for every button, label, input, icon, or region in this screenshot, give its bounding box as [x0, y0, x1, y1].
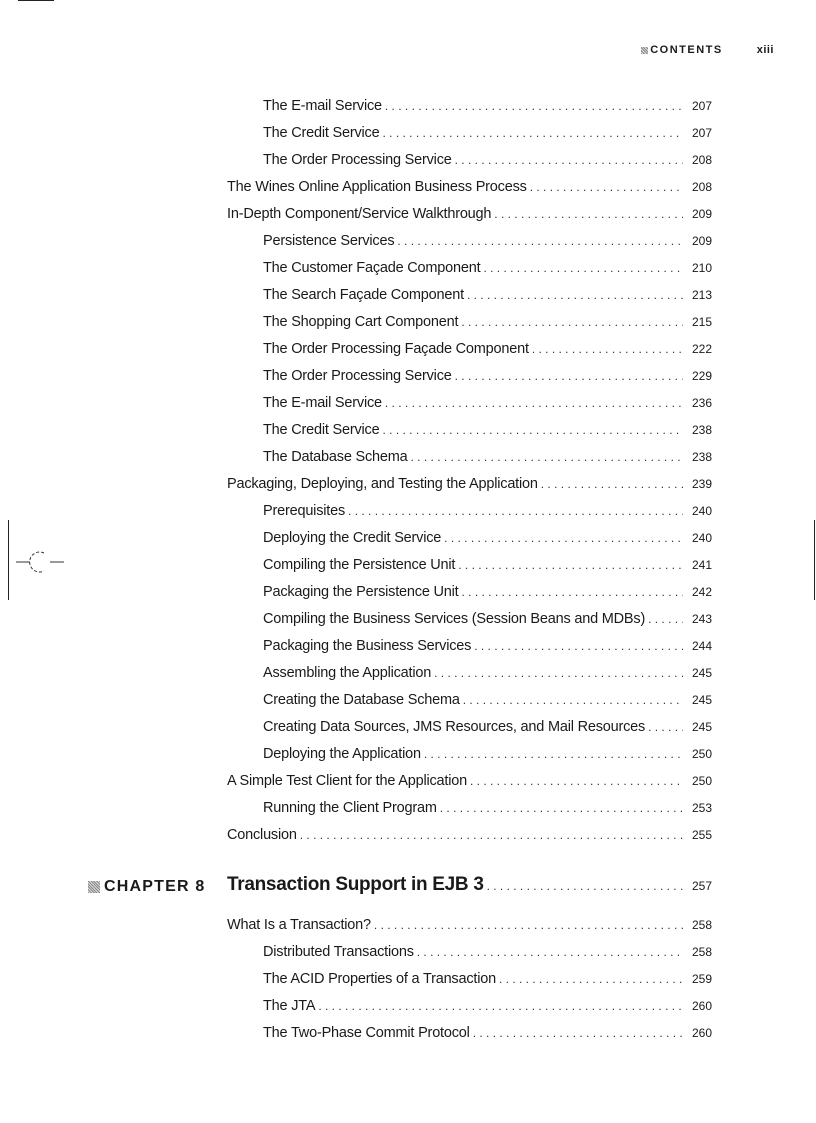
dot-leader	[474, 639, 683, 653]
toc-entry-title: Assembling the Application	[263, 665, 432, 681]
toc-entry-title: The Order Processing Service	[263, 152, 452, 168]
dot-leader	[530, 180, 683, 194]
dot-leader	[463, 693, 683, 707]
toc-entry-page: 245	[691, 693, 712, 707]
toc-entry-title: Creating Data Sources, JMS Resources, and Mail Resources	[263, 719, 646, 735]
toc-entry[interactable]	[263, 368, 712, 388]
toc-entry-page: 236	[691, 396, 712, 410]
toc-entry-title: The Two-Phase Commit Protocol	[263, 1025, 470, 1041]
dot-leader	[462, 585, 684, 599]
toc-entry-title: Deploying the Application	[263, 746, 421, 762]
toc-entry-title: Persistence Services	[263, 233, 395, 249]
shaded-box-icon	[88, 881, 100, 893]
chapter-page-number: 257	[691, 879, 712, 893]
toc-entry[interactable]	[263, 692, 712, 712]
toc-entry-page: 245	[691, 666, 712, 680]
toc-entry[interactable]	[263, 611, 712, 631]
crop-mark-right	[814, 520, 815, 600]
toc-entry-title: The Wines Online Application Business Process	[227, 179, 527, 195]
dot-leader	[487, 879, 683, 893]
dot-leader	[532, 342, 683, 356]
toc-entry-page: 260	[691, 999, 712, 1013]
toc-entry-title: In-Depth Component/Service Walkthrough	[227, 206, 492, 222]
toc-entry-title: A Simple Test Client for the Application	[227, 773, 467, 789]
toc-entry-page: 240	[691, 531, 712, 545]
dot-leader	[411, 450, 683, 464]
toc-entry[interactable]	[263, 584, 712, 604]
toc-entry-title: The Credit Service	[263, 125, 380, 141]
toc-entry[interactable]	[263, 998, 712, 1018]
toc-entry-page: 238	[691, 423, 712, 437]
dot-leader	[499, 972, 683, 986]
toc-entry-page: 229	[691, 369, 712, 383]
dot-leader	[461, 315, 683, 329]
toc-entry-title: The Database Schema	[263, 449, 408, 465]
toc-entry-title: The ACID Properties of a Transaction	[263, 971, 496, 987]
toc-entry[interactable]	[263, 746, 712, 766]
toc-entry[interactable]	[263, 971, 712, 991]
header-page-number: xiii	[756, 44, 774, 56]
dot-leader	[444, 531, 683, 545]
dot-leader	[424, 747, 683, 761]
toc-entry[interactable]	[263, 944, 712, 964]
dot-leader	[470, 774, 683, 788]
toc-entry-title: Deploying the Credit Service	[263, 530, 442, 546]
toc-entry-page: 241	[691, 558, 712, 572]
toc-entry[interactable]	[263, 800, 712, 820]
toc-entry[interactable]	[263, 287, 712, 307]
toc-entry-page: 244	[691, 639, 712, 653]
toc-entry-title: Compiling the Business Services (Session Beans and MDBs)	[263, 611, 646, 627]
toc-entry-title: Packaging the Persistence Unit	[263, 584, 459, 600]
toc-entry-title: The Search Façade Component	[263, 287, 464, 303]
toc-entry[interactable]	[263, 314, 712, 334]
toc-entry-title: The Customer Façade Component	[263, 260, 481, 276]
toc-entry-page: 209	[691, 207, 712, 221]
toc-entry-page: 253	[691, 801, 712, 815]
toc-entry[interactable]	[263, 665, 712, 685]
running-header	[641, 44, 774, 56]
toc-entry[interactable]	[263, 638, 712, 658]
dot-leader	[385, 396, 683, 410]
dot-leader	[648, 720, 683, 734]
toc-entry[interactable]	[263, 152, 712, 172]
toc-entry-page: 260	[691, 1026, 712, 1040]
header-section-title: CONTENTS	[650, 44, 723, 56]
toc-entry[interactable]	[227, 773, 712, 793]
toc-entry-page: 250	[691, 774, 712, 788]
toc-entry-page: 215	[691, 315, 712, 329]
toc-entry[interactable]	[263, 503, 712, 523]
dot-leader	[417, 945, 683, 959]
dot-leader	[300, 828, 683, 842]
toc-entry-page: 207	[691, 99, 712, 113]
dot-leader	[483, 261, 683, 275]
toc-entry-title: The Shopping Cart Component	[263, 314, 459, 330]
toc-entry[interactable]	[263, 395, 712, 415]
toc-entry[interactable]	[227, 917, 712, 937]
toc-entry-title: Packaging, Deploying, and Testing the Application	[227, 476, 538, 492]
toc-entry[interactable]	[263, 260, 712, 280]
dot-leader	[382, 126, 683, 140]
toc-entry-page: 213	[691, 288, 712, 302]
toc-entry-page: 222	[691, 342, 712, 356]
chapter-label	[88, 878, 205, 896]
toc-entry[interactable]	[263, 719, 712, 739]
chapter-title: Transaction Support in EJB 3	[227, 874, 484, 895]
toc-entry-page: 208	[691, 153, 712, 167]
toc-entry[interactable]	[263, 341, 712, 361]
dot-leader	[434, 666, 683, 680]
dot-leader	[458, 558, 683, 572]
toc-entry-title: Running the Client Program	[263, 800, 437, 816]
toc-entry-page: 207	[691, 126, 712, 140]
dot-leader	[473, 1026, 683, 1040]
toc-entry-page: 258	[691, 945, 712, 959]
toc-entry-page: 240	[691, 504, 712, 518]
toc-entry-page: 208	[691, 180, 712, 194]
chapter-entry[interactable]	[227, 874, 712, 894]
toc-entry-title: The E-mail Service	[263, 98, 382, 114]
toc-entry-title: The JTA	[263, 998, 316, 1014]
dot-leader	[494, 207, 683, 221]
toc-entry-page: 238	[691, 450, 712, 464]
toc-entry-title: Conclusion	[227, 827, 297, 843]
toc-entry[interactable]	[263, 449, 712, 469]
dot-leader	[648, 612, 683, 626]
dot-leader	[374, 918, 683, 932]
dot-leader	[382, 423, 683, 437]
toc-entry-title: Compiling the Persistence Unit	[263, 557, 456, 573]
crop-mark-top	[18, 0, 54, 1]
chapter-number: CHAPTER 8	[104, 878, 206, 895]
shaded-box-icon	[641, 47, 648, 54]
toc-entry-title: Distributed Transactions	[263, 944, 414, 960]
crop-mark-left	[8, 520, 9, 600]
toc-entry-page: 245	[691, 720, 712, 734]
dot-leader	[541, 477, 683, 491]
toc-entry-page: 209	[691, 234, 712, 248]
toc-entry-page: 242	[691, 585, 712, 599]
toc-entry[interactable]	[263, 530, 712, 550]
toc-entry-page: 239	[691, 477, 712, 491]
toc-entry-page: 259	[691, 972, 712, 986]
dot-leader	[455, 153, 683, 167]
toc-entry-page: 255	[691, 828, 712, 842]
toc-entry-title: The Credit Service	[263, 422, 380, 438]
toc-entry[interactable]	[263, 557, 712, 577]
toc-entry-page: 250	[691, 747, 712, 761]
dot-leader	[467, 288, 683, 302]
toc-entry-page: 258	[691, 918, 712, 932]
toc-entry[interactable]	[263, 422, 712, 442]
toc-entry[interactable]	[263, 233, 712, 253]
dot-leader	[318, 999, 683, 1013]
toc-entry-title: Packaging the Business Services	[263, 638, 472, 654]
toc-entry-title: Creating the Database Schema	[263, 692, 460, 708]
toc-entry[interactable]	[263, 1025, 712, 1045]
toc-entry[interactable]	[227, 206, 712, 226]
dot-leader	[397, 234, 683, 248]
registration-mark-icon	[16, 548, 64, 576]
toc-entry[interactable]	[227, 827, 712, 847]
toc-entry[interactable]	[263, 98, 712, 118]
toc-entry[interactable]	[227, 179, 712, 199]
toc-entry-page: 210	[691, 261, 712, 275]
dot-leader	[385, 99, 683, 113]
dot-leader	[440, 801, 683, 815]
toc-entry-title: Prerequisites	[263, 503, 346, 519]
toc-entry-title: The Order Processing Service	[263, 368, 452, 384]
toc-entry-title: The E-mail Service	[263, 395, 382, 411]
toc-entry-page: 243	[691, 612, 712, 626]
dot-leader	[348, 504, 683, 518]
toc-entry-title: The Order Processing Façade Component	[263, 341, 529, 357]
toc-entry[interactable]	[263, 125, 712, 145]
toc-entry-title: What Is a Transaction?	[227, 917, 371, 933]
toc-entry[interactable]	[227, 476, 712, 496]
dot-leader	[455, 369, 683, 383]
